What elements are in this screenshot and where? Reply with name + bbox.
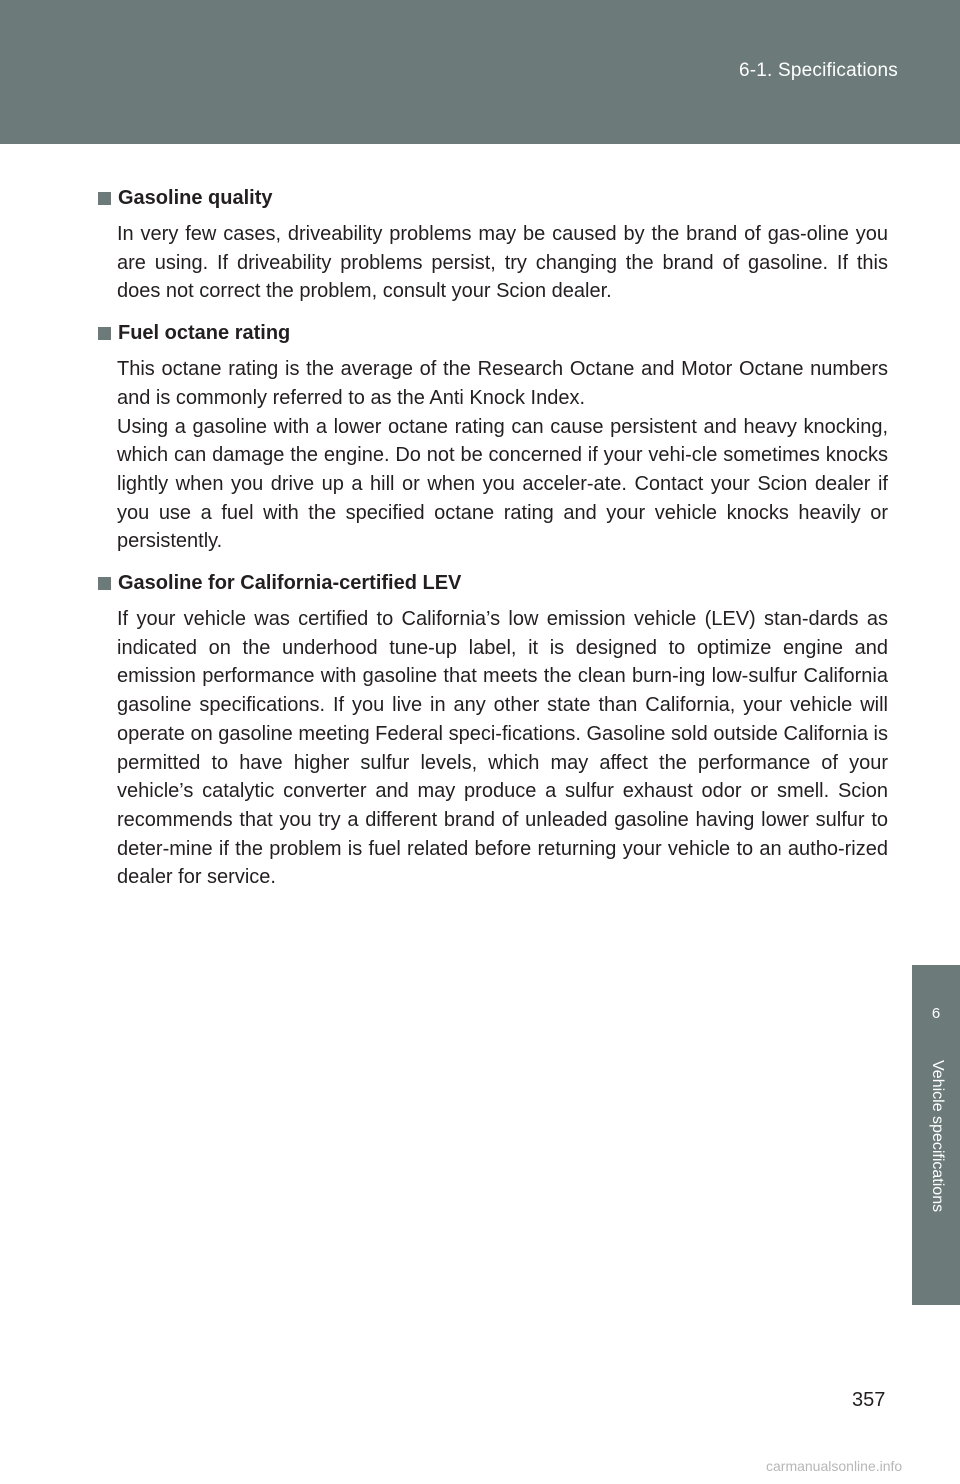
chapter-number: 6 xyxy=(931,1005,941,1022)
chapter-side-tab xyxy=(912,965,960,1305)
chapter-label: Vehicle specifications xyxy=(929,1060,946,1213)
section-title-text: Fuel octane rating xyxy=(118,322,291,345)
header-title: 6-1. Specifications xyxy=(738,60,898,81)
section-title-text: Gasoline for California-certified LEV xyxy=(118,572,462,595)
section-gasoline-quality xyxy=(98,184,888,306)
section-title xyxy=(98,569,888,597)
page-content xyxy=(98,184,888,905)
paragraph: Using a gasoline with a lower octane rating can cause persistent and heavy knocking, which can damage the engine. Do not be concerned if your vehi-cle sometimes knocks lightly when you drive up a hill or when you acceler-ate. Contact your Scion dealer if you use a fuel with the specified octane rating and your vehicle knocks heavily or persistently. xyxy=(117,415,888,553)
square-bullet-icon xyxy=(98,577,111,590)
paragraph: If your vehicle was certified to California’s low emission vehicle (LEV) stan-dards as indicated on the underhood tune-up label, it is designed to optimize engine and emission performance with gasoline that meets the clean burn-ing low-sulfur California gasoline specifications. If you live in any other state than California, your vehicle will operate on gasoline meeting Federal speci-fications. Gasoline sold outside California is permitted to have higher sulfur levels, which may affect the performance of your vehicle’s catalytic converter and may produce a sulfur exhaust odor or smell. Scion recommends that you try a different brand of unleaded gasoline having lower sulfur to deter-mine if the problem is fuel related before returning your vehicle to an autho-rized dealer for service. xyxy=(117,608,888,889)
chapter-label-wrapper xyxy=(928,1060,946,1213)
section-title xyxy=(98,319,888,347)
watermark: carmanualsonline.info xyxy=(766,1458,903,1474)
square-bullet-icon xyxy=(98,327,111,340)
square-bullet-icon xyxy=(98,192,111,205)
page-header xyxy=(0,0,960,144)
section-title-text: Gasoline quality xyxy=(118,187,273,209)
paragraph: In very few cases, driveability problems may be caused by the brand of gas-oline you are using. If driveability problems persist, try changing the brand of gasoline. If this does not correct the problem, consult your Scion dealer. xyxy=(117,223,888,303)
section-fuel-octane-rating xyxy=(98,319,888,556)
section-title xyxy=(98,184,888,212)
section-california-lev xyxy=(98,569,888,892)
page-number: 357 xyxy=(852,1389,886,1411)
paragraph: This octane rating is the average of the Research Octane and Motor Octane numbers and is commonly referred to as the Anti Knock Index. xyxy=(117,358,888,409)
